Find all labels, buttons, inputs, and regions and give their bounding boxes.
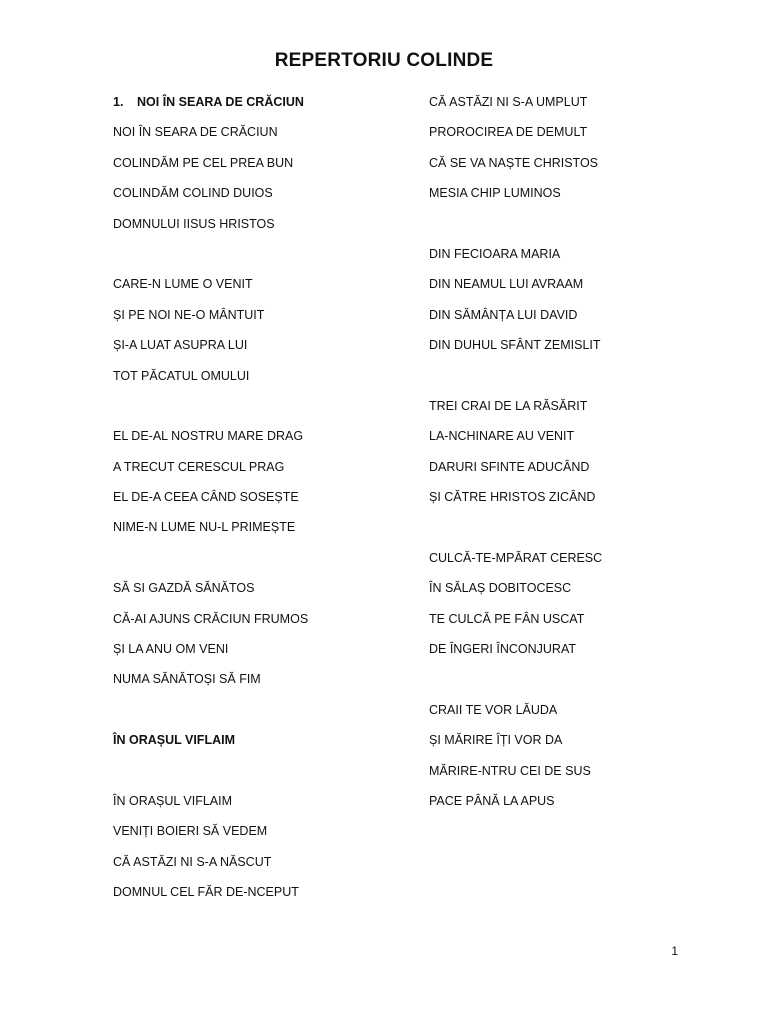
stanza-break (429, 214, 729, 244)
lyric-line: NUMA SĂNĂTOȘI SĂ FIM (113, 672, 261, 687)
lyric-line: VENIȚI BOIERI SĂ VEDEM (113, 824, 268, 839)
lyric-line: ȘI LA ANU OM VENI (113, 642, 229, 657)
page-title: REPERTORIU COLINDE (274, 50, 494, 71)
lyric-line: LA-NCHINARE AU VENIT (429, 429, 575, 444)
lyric-line: CRAII TE VOR LĂUDA (429, 702, 558, 717)
lyric-line: DOMNULUI IISUS HRISTOS (113, 216, 275, 231)
lyric-line: ȘI CĂTRE HRISTOS ZICÂND (429, 490, 596, 505)
lyric-line: DOMNUL CEL FĂR DE-NCEPUT (113, 885, 299, 900)
lyric-line: EL DE-AL NOSTRU MARE DRAG (113, 429, 304, 444)
lyric-line: ÎN ORAȘUL VIFLAIM (113, 793, 233, 808)
lyric-line: CĂ-AI AJUNS CRĂCIUN FRUMOS (113, 611, 309, 626)
lyric-line: DIN SĂMÂNȚA LUI DAVID (429, 307, 578, 322)
lyric-line: DE ÎNGERI ÎNCONJURAT (429, 642, 576, 657)
song-title (113, 92, 403, 122)
lyric-line: DIN FECIOARA MARIA (429, 246, 561, 261)
lyric-line: PROROCIREA DE DEMULT (429, 125, 588, 140)
lyric-line: A TRECUT CERESCUL PRAG (113, 459, 285, 474)
lyric-line: NOI ÎN SEARA DE CRĂCIUN (113, 125, 278, 140)
lyric-line: COLINDĂM PE CEL PREA BUN (113, 155, 294, 170)
stanza-break (429, 669, 729, 699)
lyric-line: ȘI-A LUAT ASUPRA LUI (113, 338, 248, 353)
lyric-line: CULCĂ-TE-MPĂRAT CERESC (429, 550, 603, 565)
song-title (113, 730, 403, 760)
left-lyrics-column (113, 92, 403, 913)
stanza-break (113, 761, 403, 791)
song-title-text: ÎN ORAȘUL VIFLAIM (113, 733, 235, 748)
lyric-line: CĂ ASTĂZI NI S-A NĂSCUT (113, 854, 272, 869)
stanza-break (429, 517, 729, 547)
lyric-line: PACE PÂNĂ LA APUS (429, 793, 555, 808)
lyric-line: MĂRIRE-NTRU CEI DE SUS (429, 763, 591, 778)
page-number: 1 (671, 944, 678, 958)
lyric-line: MESIA CHIP LUMINOS (429, 186, 561, 201)
lyric-line: DIN NEAMUL LUI AVRAAM (429, 277, 584, 292)
lyric-line: EL DE-A CEEA CÂND SOSEȘTE (113, 490, 299, 505)
song-number: 1. (113, 95, 124, 109)
stanza-break (113, 244, 403, 274)
lyric-line: ÎN SĂLAȘ DOBITOCESC (429, 581, 572, 596)
lyric-line: DARURI SFINTE ADUCÂND (429, 459, 590, 474)
lyric-line: SĂ SI GAZDĂ SĂNĂTOS (113, 581, 255, 596)
lyric-line: TE CULCĂ PE FÂN USCAT (429, 611, 585, 626)
song-title-text: NOI ÎN SEARA DE CRĂCIUN (137, 95, 304, 109)
lyric-line: ȘI MĂRIRE ÎȚI VOR DA (429, 733, 563, 748)
lyric-line: CĂ ASTĂZI NI S-A UMPLUT (429, 95, 588, 109)
lyric-line: CARE-N LUME O VENIT (113, 277, 253, 292)
lyric-line: TOT PĂCATUL OMULUI (113, 368, 250, 383)
stanza-break (113, 396, 403, 426)
right-lyrics-column (429, 92, 729, 821)
stanza-break (113, 700, 403, 730)
lyric-line: CĂ SE VA NAȘTE CHRISTOS (429, 155, 599, 170)
lyric-line: ȘI PE NOI NE-O MÂNTUIT (113, 307, 265, 322)
stanza-break (429, 366, 729, 396)
lyric-line: TREI CRAI DE LA RĂSĂRIT (429, 398, 588, 413)
lyric-line: DIN DUHUL SFÂNT ZEMISLIT (429, 338, 601, 353)
lyric-line: NIME-N LUME NU-L PRIMEȘTE (113, 520, 296, 535)
lyric-line: COLINDĂM COLIND DUIOS (113, 186, 273, 201)
stanza-break (113, 548, 403, 578)
